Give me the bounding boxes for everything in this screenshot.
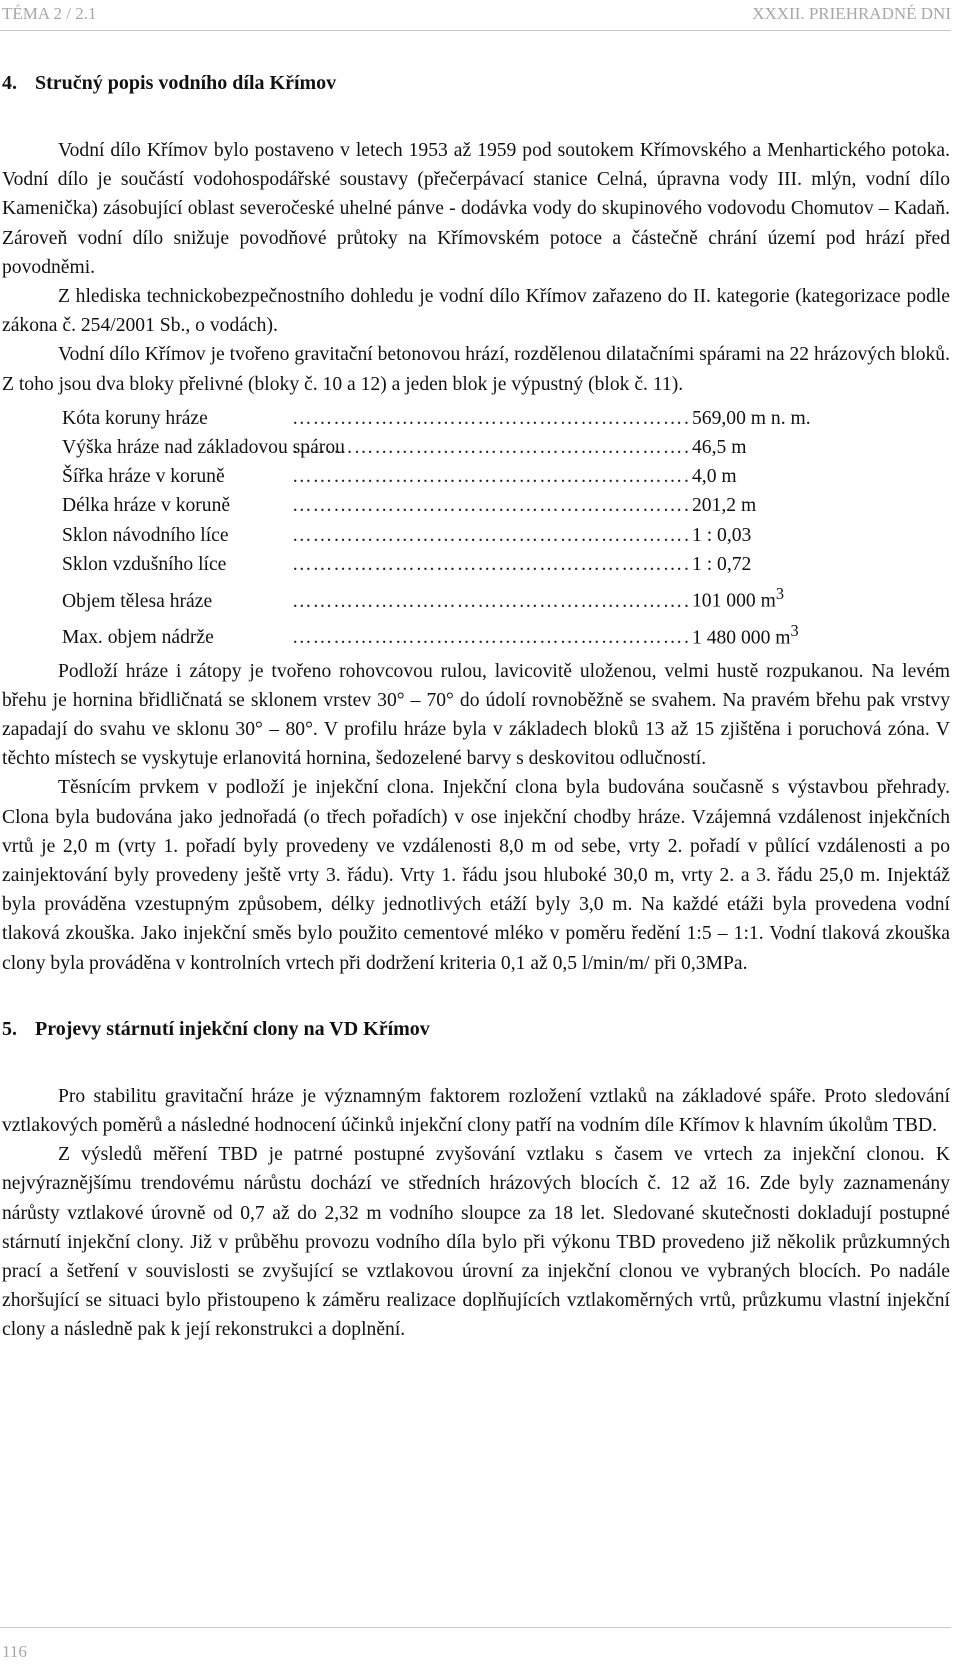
parameter-value: 1 : 0,03 [692,524,752,546]
parameter-row [62,433,950,462]
running-header [0,4,951,28]
parameter-value [692,579,784,616]
footer-divider [0,1627,951,1628]
unit-exponent: 3 [790,620,799,640]
value-text: 1 480 000 m [692,627,791,649]
parameter-value [692,616,799,653]
leader-dots [292,462,692,491]
parameter-row [62,579,950,616]
parameter-value: 1 : 0,72 [692,553,752,575]
parameter-label: Objem tělesa hráze [62,590,213,612]
page-number: 116 [2,1642,27,1661]
section-4-number: 4. [2,72,17,94]
parameter-row [62,550,950,579]
header-divider [0,30,951,31]
parameter-label: Kóta koruny hráze [62,407,208,429]
page-content [2,66,950,1345]
parameter-row [62,462,950,491]
paragraph: Z výsledů měření TBD je patrné postupné zvyšování vztlaku s časem ve vrtech za injekční clonou. K nejvýraznějšímu trendovému nárůstu dochází ve středních hrázových blocích č. 12 až 16. Zde byly zaznamenány nárůsty vztlakové úrovně od 0,7 až do 2,32 m vodního sloupce za 18 let. Sledované skutečnosti dokladují postupné stárnutí injekční clony. Již v průběhu provozu vodního díla bylo při výkonu TBD provedeno již několik průzkumných prací a šetření v souvislosti se zvyšující se vztlakovou úrovní za injekční clonou ve vybraných blocích. Po nadále zhoršující se situaci bylo přistoupeno k záměru realizace doplňujících vztlakoměrných vrtů, průzkumu vlastní injekční clony a následně pak k její rekonstrukci a doplnění. [2,1144,950,1341]
parameter-label: Šířka hráze v koruně [62,466,225,488]
parameter-label: Sklon návodního líce [62,524,229,546]
paragraph: Pro stabilitu gravitační hráze je významným faktorem rozložení vztlaků na základové spáře. Proto sledování vztlakových poměrů a následné hodnocení účinků injekční clony patří na vodním díle Křímov k hlavním úkolům TBD. [2,1085,950,1136]
section-5-number: 5. [2,1017,17,1040]
section-5-heading [2,1012,950,1046]
leader-dots [292,550,692,579]
parameter-value: 4,0 m [692,466,737,488]
parameter-row [62,491,950,520]
leader-dots [292,587,692,616]
parameter-value: 569,00 m n. m. [692,407,811,429]
paragraph: Vodní dílo Křímov je tvořeno gravitační betonovou hrází, rozdělenou dilatačními spárami na 22 hrázových bloků. Z toho jsou dva bloky přelivné (bloky č. 10 a 12) a jeden blok je výpustný (blok č. 11). [2,344,951,395]
parameter-label: Sklon vzdušního líce [62,553,227,575]
parameter-label: Délka hráze v koruně [62,495,231,517]
header-topic: TÉMA 2 / 2.1 [2,4,97,23]
parameter-row [62,521,950,550]
parameter-value: 46,5 m [692,437,747,459]
paragraph: Z hlediska technickobezpečnostního dohledu je vodní dílo Křímov zařazeno do II. kategorie (kategorizace podle zákona č. 254/2001 Sb., o vodách). [2,286,950,337]
section-5-title: Projevy stárnutí injekční clony na VD Křímov [35,1017,430,1040]
leader-dots [292,491,692,520]
parameter-value: 201,2 m [692,495,757,517]
section-4-title: Stručný popis vodního díla Křímov [35,72,337,94]
parameter-row [62,404,950,433]
section-4-heading [2,66,950,100]
paragraph: Vodní dílo Křímov bylo postaveno v letech 1953 až 1959 pod soutokem Křímovského a Menhartického potoka. Vodní dílo je součástí vodohospodářské soustavy (přečerpávací stanice Celná, úpravna vody III. mlýn, vodní dílo Kamenička) zásobující oblast severočeské uhelné pánve - dodávka vody do skupinového vodovodu Chomutov – Kadaň. Zároveň vodní dílo snižuje povodňové průtoky na Křímovském potoce a částečně chrání území pod hrází před povodněmi. [2,140,950,278]
parameter-row [62,616,950,653]
leader-dots [292,521,692,550]
value-text: 101 000 m [692,590,776,612]
leader-dots [292,404,692,433]
leader-dots [292,623,692,652]
parameter-label: Výška hráze nad základovou spárou [62,437,345,459]
dam-parameters-list [62,404,950,653]
unit-exponent: 3 [775,584,784,604]
header-conference: XXXII. PRIEHRADNÉ DNI [752,4,951,23]
paragraph: Těsnícím prvkem v podloží je injekční clona. Injekční clona byla budována současně s výstavbou přehrady. Clona byla budována jako jednořadá (o třech pořadích) v ose injekční chodby hráze. Vzájemná vzdálenost injekčních vrtů je 2,0 m (vrty 1. pořadí byly provedeny ve vzdálenosti 8,0 m od sebe, vrty 2. pořadí v půlící vzdálenosti a po zainjektování byly provedeny ještě vrty 3. řádu). Vrty 1. řádu jsou hluboké 30,0 m, vrty 2. a 3. řádu 25,0 m. Injektáž byla prováděna vzestupným způsobem, délky jednotlivých etáží byly 3,0 m. Na každé etáži byla provedena vodní tlaková zkouška. Jako injekční směs bylo použito cementové mléko v poměru ředění 1:5 – 1:1. Vodní tlaková zkouška clony byla prováděna v kontrolních vrtech při dodržení kriteria 0,1 až 0,5 l/min/m/ při 0,3MPa. [2,777,950,974]
leader-dots [292,433,692,462]
paragraph: Podloží hráze i zátopy je tvořeno rohovcovou rulou, lavicovitě uloženou, velmi hustě rozpukanou. Na levém břehu je hornina břidličnatá se sklonem vrstev 30° – 70° do údolí rovnoběžně se svahem. Na pravém břehu pak vrstvy zapadají do svahu ve sklonu 30° – 80°. V profilu hráze byla v základech bloků 13 až 15 zjištěna i poruchová zóna. V těchto místech se vyskytuje erlanovitá hornina, šedozelené barvy s deskovitou odlučností. [2,660,950,770]
parameter-label: Max. objem nádrže [62,627,214,649]
